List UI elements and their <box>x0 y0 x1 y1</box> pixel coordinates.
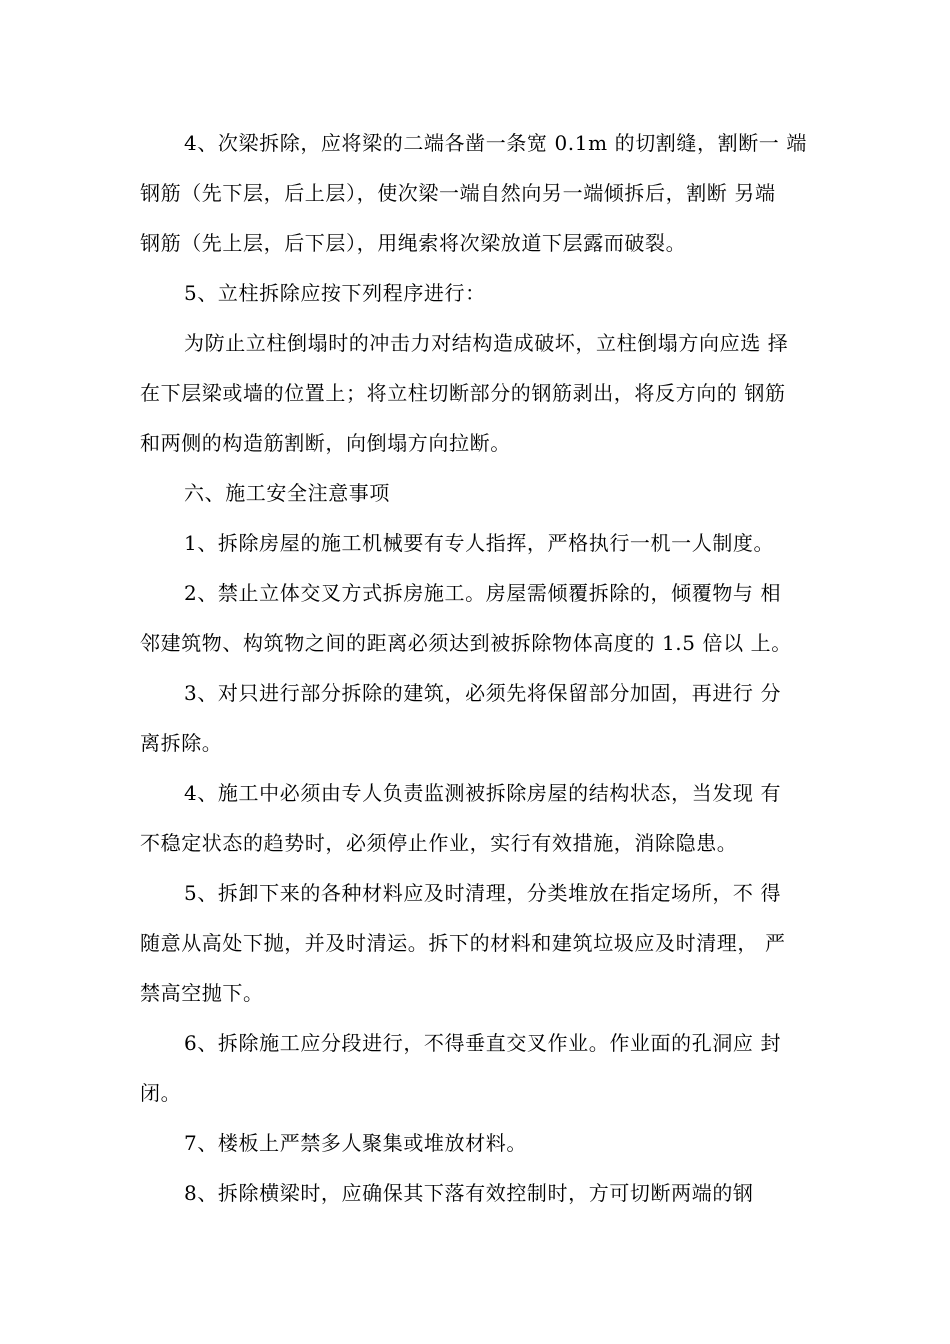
text-line: 1、拆除房屋的施工机械要有专人指挥，严格执行一机一人制度。 <box>184 531 775 555</box>
text-line: 4、次梁拆除，应将梁的二端各凿一条宽 0.1m 的切割缝，割断一 端 <box>184 131 807 155</box>
text-line: 不稳定状态的趋势时，必须停止作业，实行有效措施，消除隐患。 <box>140 831 738 855</box>
document-body <box>140 118 816 1218</box>
text-line: 7、楼板上严禁多人聚集或堆放材料。 <box>184 1131 527 1155</box>
text-line: 8、拆除横梁时，应确保其下落有效控制时，方可切断两端的钢 <box>184 1181 754 1205</box>
section-heading: 六、施工安全注意事项 <box>184 481 390 505</box>
text-line: 禁高空抛下。 <box>140 981 264 1005</box>
text-line: 为防止立柱倒塌时的冲击力对结构造成破坏，立柱倒塌方向应选 择 <box>184 331 789 355</box>
text-line: 在下层梁或墙的位置上；将立柱切断部分的钢筋剥出，将反方向的 钢筋 <box>140 381 786 405</box>
text-line: 2、禁止立体交叉方式拆房施工。房屋需倾覆拆除的，倾覆物与 相 <box>184 581 782 605</box>
text-line: 离拆除。 <box>140 731 223 755</box>
text-line: 钢筋（先下层，后上层），使次梁一端自然向另一端倾拆后，割断 另端 <box>140 181 776 205</box>
text-line: 随意从高处下抛，并及时清运。拆下的材料和建筑垃圾应及时清理， 严 <box>140 931 786 955</box>
text-line: 钢筋（先上层，后下层），用绳索将次梁放道下层露而破裂。 <box>140 231 687 255</box>
text-line: 和两侧的构造筋割断，向倒塌方向拉断。 <box>140 431 511 455</box>
text-line: 3、对只进行部分拆除的建筑，必须先将保留部分加固，再进行 分 <box>184 681 782 705</box>
text-line: 4、施工中必须由专人负责监测被拆除房屋的结构状态，当发现 有 <box>184 781 782 805</box>
text-line: 5、拆卸下来的各种材料应及时清理，分类堆放在指定场所，不 得 <box>184 881 782 905</box>
text-line: 6、拆除施工应分段进行，不得垂直交叉作业。作业面的孔洞应 封 <box>184 1031 782 1055</box>
text-line: 闭。 <box>140 1081 182 1105</box>
text-line: 邻建筑物、构筑物之间的距离必须达到被拆除物体高度的 1.5 倍以 上。 <box>140 631 792 655</box>
text-line: 5、立柱拆除应按下列程序进行： <box>184 281 486 305</box>
